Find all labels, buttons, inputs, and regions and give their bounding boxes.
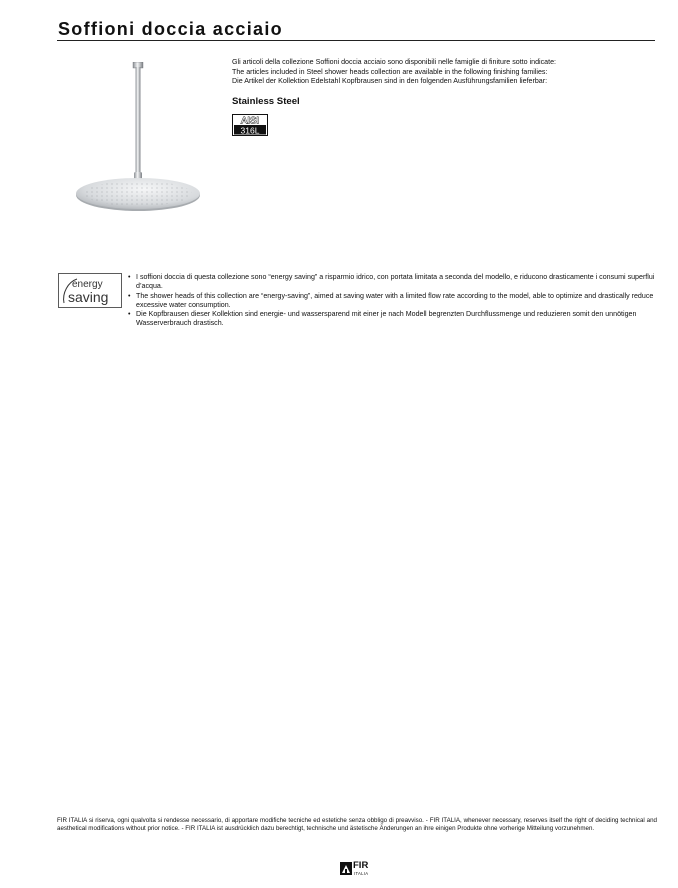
brand-name: FIR: [353, 860, 369, 871]
title-divider: [57, 40, 655, 41]
fir-logo-mark-icon: [340, 862, 352, 875]
ceiling-shower-head-icon: [70, 62, 210, 214]
energy-bullet-german: • Die Kopfbrausen dieser Kollektion sind energie- und wassersparend mit einer je nach Modell begrenzten Durchflussmenge und reduzieren somit den unnötigen Wasserverbrauch drastisch.: [127, 310, 657, 329]
energy-saving-description: [127, 273, 657, 329]
page-title: Soffioni doccia acciaio: [58, 19, 283, 39]
energy-saving-logo: [58, 273, 122, 308]
aisi-label: AISI: [241, 115, 259, 127]
energy-bullet-english: • The shower heads of this collection are “energy-saving”, aimed at saving water with a limited flow rate according to the model, able to optimize and drastically reduce excessive water consumption.: [127, 292, 657, 311]
aisi-316l-badge: [232, 114, 268, 136]
energy-logo-line2: saving: [68, 289, 109, 305]
aisi-grade: 316L: [240, 125, 260, 136]
intro-italian: Gli articoli della collezione Soffioni doccia acciaio sono disponibili nelle famiglie di finiture sotto indicate:: [232, 58, 556, 66]
energy-saving-icon: [58, 273, 122, 308]
footer-disclaimer: FIR ITALIA si riserva, ogni qualvolta si rendesse necessario, di apportare modifiche tecniche ed estetiche senza obbligo di preavviso. - FIR ITALIA, whenever necessary, reserves itself the right of deciding technical and aesthetical modifications without prior notice. - FIR ITALIA ist ausdrücklich dazu berechtigt, technische und ästetische Änderungen an ihre einigen Produkte ohne vorherige Mitteilung vorzunehmen.: [57, 817, 657, 833]
brand-subtitle: ITALIA: [354, 871, 369, 876]
energy-bullet-italian: • I soffioni doccia di questa collezione sono “energy saving” a risparmio idrico, con portata limitata a seconda del modello, e riducono drasticamente i consumi superflui d’acqua.: [127, 273, 657, 292]
intro-german: Die Artikel der Kollektion Edelstahl Kopfbrausen sind in den folgenden Ausführungsfamilien lieferbar:: [232, 77, 548, 86]
finish-family-name: Stainless Steel: [232, 96, 300, 107]
intro-english: The articles included in Steel shower heads collection are available in the following finishing families:: [232, 67, 548, 76]
fir-italia-logo: [340, 860, 376, 880]
intro-text: [232, 58, 652, 87]
energy-logo-line1: energy: [72, 279, 103, 290]
